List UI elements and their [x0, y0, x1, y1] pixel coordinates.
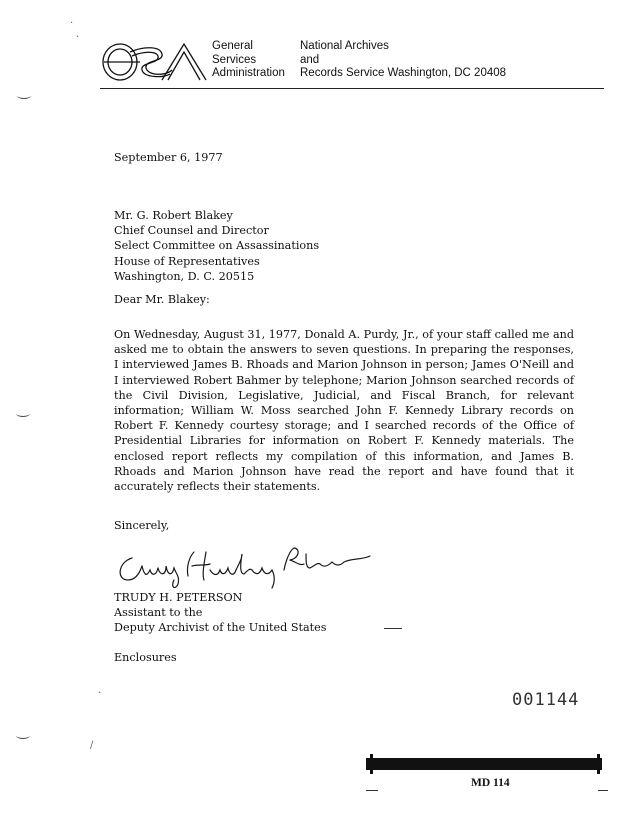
body-paragraph: On Wednesday, August 31, 1977, Donald A. Purdy, Jr., of your staff called me and asked me to obtain the answers to seven questions. In preparing the responses, I interviewed James B. Rhoads and Marion Johnson in person; James O'Neill and I interviewed Robert Bahmer by telephone; Marion Johnson searched records of the Civil Division, Legislative, Judicial, and Fiscal Branch, for relevant information; William W. Moss searched John F. Kennedy Library records on Robert F. Kennedy courtesy storage; and I searched records of the Office of Presidential Libraries for information on Robert F. Kennedy materials. The enclosed report reflects my compilation of this information, and James B. Rhoads and Marion Johnson have read the report and have found that it accurately reflects their statements. — [114, 328, 574, 494]
signature-block — [114, 590, 327, 636]
letter-date: September 6, 1977 — [114, 151, 223, 164]
agency-line-2: Services — [212, 53, 257, 66]
bar-tick-left — [370, 754, 373, 774]
document-number-stamp: 001144 — [512, 690, 580, 710]
recipient-line-5: Washington, D. C. 20515 — [114, 269, 255, 283]
footer-dash-right — [598, 790, 608, 791]
salutation: Dear Mr. Blakey: — [114, 293, 210, 306]
scan-speck: · — [98, 688, 102, 699]
scan-speck: / — [90, 740, 94, 751]
agency-line-1: General — [212, 40, 253, 52]
margin-mark — [384, 628, 402, 629]
gsa-logo — [100, 40, 208, 84]
recipient-line-3: Select Committee on Assassinations — [114, 239, 320, 253]
handwritten-signature — [114, 540, 374, 592]
service-line-1: National Archives — [300, 40, 389, 52]
agency-line-3: Administration — [212, 67, 285, 79]
footer-dash-left — [366, 790, 378, 791]
letterhead-rule — [100, 88, 604, 89]
agency-name — [212, 40, 285, 81]
recipient-line-2: Chief Counsel and Director — [114, 224, 269, 238]
signer-name: TRUDY H. PETERSON — [114, 591, 243, 604]
recipient-line-1: Mr. G. Robert Blakey — [114, 209, 233, 222]
scan-speck: · — [76, 32, 80, 43]
document-code: MD 114 — [471, 777, 510, 789]
recipient-address — [114, 208, 319, 284]
scan-speck: · — [70, 18, 74, 29]
bar-tick-right — [597, 754, 600, 774]
service-line-3: Records Service Washington, DC 20408 — [300, 67, 507, 79]
closing: Sincerely, — [114, 519, 170, 532]
signer-title-2: Deputy Archivist of the United States — [114, 621, 327, 635]
margin-mark — [16, 410, 30, 417]
redaction-bar — [366, 758, 602, 770]
signer-title-1: Assistant to the — [114, 606, 203, 620]
recipient-line-4: House of Representatives — [114, 254, 260, 268]
margin-mark — [17, 92, 31, 99]
margin-mark — [16, 732, 30, 739]
enclosures-note: Enclosures — [114, 651, 177, 664]
service-line-2: and — [300, 53, 320, 66]
service-name — [300, 40, 506, 81]
